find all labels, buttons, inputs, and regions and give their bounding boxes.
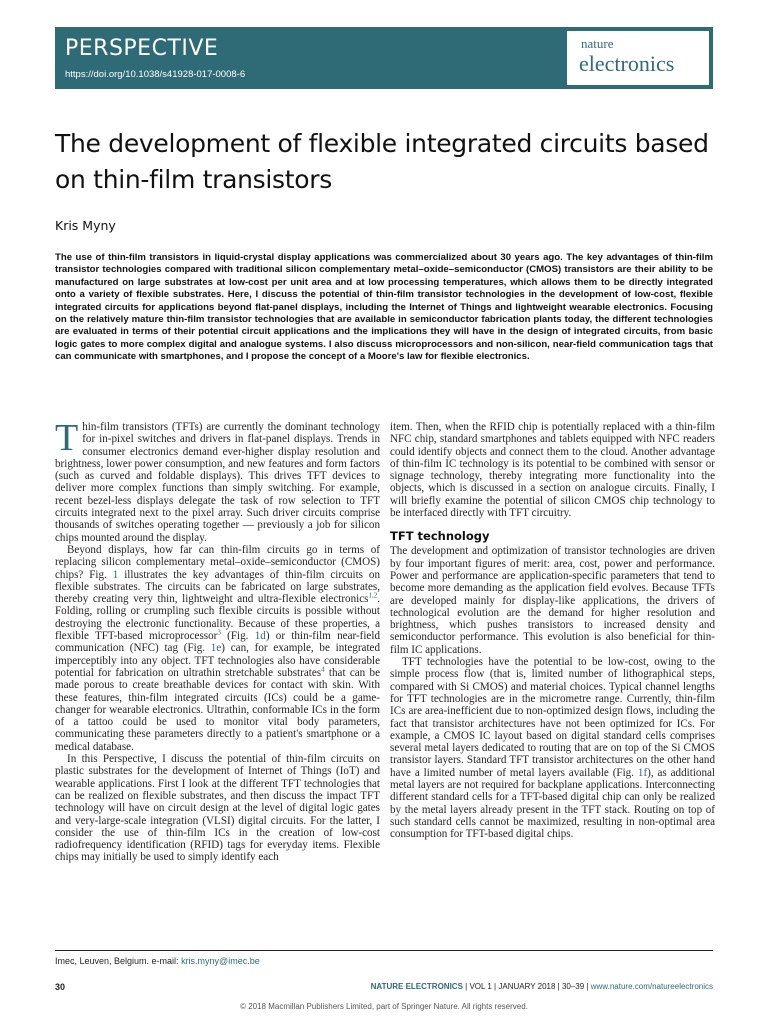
journal-logo-nature: nature: [581, 36, 614, 51]
text-run: ) can, for example, be integrated imperceptibly into any object. TFT technologies also have considerable potential for fabrication on ultrathin stretchable substrates: [55, 642, 380, 679]
text-run: illustrates the key advantages of thin-film circuits on flexible substrates. The circuits can be fabricated on large substrates, thereby creating very thin, lightweight and ultra-flexible electronics: [55, 568, 381, 606]
body-column-right: [390, 421, 715, 841]
text-run: ) or thin-film near-field communication (NFC) tag (Fig.: [55, 630, 380, 655]
journal-logo-electronics: electronics: [579, 51, 675, 76]
citation-link[interactable]: 3: [217, 628, 221, 637]
paragraph-displays: [55, 544, 380, 753]
journal-logo: [567, 31, 709, 85]
footer-divider: [55, 950, 713, 951]
text-run: that can be made porous to create breathable devices for contact with skin. With these features, thin-film integrated circuits (ICs) could be a game-changer for wearable electronics. Ultrathin, conformable ICs in the form of a tattoo could be used to monitor vital body parameters, communicating these parameters directly to a patient's smartphone or a medical database.: [55, 666, 380, 753]
paragraph-tft-1: The development and optimization of transistor technologies are driven by four important figures of merit: area, cost, power and performance. Power and performance are application-specific parameters that tend to become more demanding as the application field evolves. Because TFTs are developed mainly for display-like applications, the drivers of technological evolution are the demand for higher resolution and brightness, which pushes transistors to increased density and semiconductor performance. This evolution is also beneficial for thin-film IC applications.: [390, 545, 715, 656]
body-column-left: [55, 417, 381, 864]
affiliation: [55, 956, 260, 966]
figure-ref-link[interactable]: 1e: [210, 642, 222, 655]
email-link[interactable]: kris.myny@imec.be: [181, 956, 260, 966]
figure-ref-link[interactable]: 1: [112, 568, 119, 581]
citation-link[interactable]: 1,2: [368, 591, 378, 600]
journal-name: NATURE ELECTRONICS: [370, 982, 463, 991]
text-run: ), as additional metal layers are not required for backplane applications. Interconnecting different standard cells for a TFT-based digital chip can only be realized by the metal layers already present in the TFT stack. Routing on top of such standard cells cannot be maximized, resulting in non-optimal area consumption for TFT-based digital chips.: [390, 766, 715, 841]
issue-info: | VOL 1 | JANUARY 2018 | 30–39 |: [462, 982, 591, 991]
section-heading: TFT technology: [390, 529, 490, 544]
affiliation-text: Imec, Leuven, Belgium. e-mail:: [55, 956, 182, 966]
citation-link[interactable]: 4: [321, 665, 325, 674]
author-name: Kris Myny: [55, 218, 116, 233]
figure-ref-link[interactable]: 1d: [254, 630, 266, 643]
paragraph-continued: item. Then, when the RFID chip is potentially replaced with a thin-film NFC chip, standard smartphones and tablets equipped with NFC readers could identify objects and connect them to the cloud. Another advantage of thin-film IC technology is its potential to be combined with sensor or signage technology, thereby integrating more functionality into the objects, which is discussed in a section on analogue circuits. Finally, I will briefly examine the potential of silicon CMOS chip technology to be interfaced directly with TFT circuitry.: [390, 421, 715, 520]
article-title: The development of flexible integrated circuits based on thin-film transistors: [55, 129, 709, 194]
paragraph-intro-text: hin-film transistors (TFTs) are currently the dominant technology for in-pixel switches and drivers in flat-panel displays. Trends in consumer electronics demand ever-higher display resolution and brightness, lower power consumption, and new features and form factors (such as curved and foldable displays). This drives TFT devices to deliver more complex functions than simply switching. For example, recent bezel-less displays delegate the task of row selection to TFT circuits integrated next to the pixel array. Such driver circuits comprise thousands of switches operating together — previously a job for silicon chips mounted around the display.: [55, 421, 380, 544]
paragraph-overview: In this Perspective, I discuss the potential of thin-film circuits on plastic substrates for the development of Internet of Things (IoT) and wearable applications. First I look at the different TFT technologies that can be realized on flexible substrates, and then discuss the impact TFT technology will have on circuit design at the level of digital logic gates and very-large-scale integration (VLSI) digital circuits. For the latter, I consider the use of thin-film ICs in the creation of low-cost radiofrequency identification (RFID) tags for everyday items. Flexible chips may initially be used to simply identify each: [55, 753, 380, 864]
abstract: The use of thin-film transistors in liquid-crystal display applications was commercialized about 30 years ago. The key advantages of thin-film transistor technologies compared with traditional silicon complementary metal–oxide–semiconductor (CMOS) transistors are their ability to be manufactured on large substrates at low-cost per unit area and at low processing temperatures, which allows them to be directly integrated onto a variety of flexible substrates. Here, I discuss the potential of thin-film transistor technologies in the development of low-cost, flexible integrated circuits for applications beyond flat-panel displays, including the Internet of Things and lightweight wearable electronics. Focusing on the relatively mature thin-film transistor technologies that are available in semiconductor fabrication plants today, the different technologies are evaluated in terms of their potential circuit applications and the implications they will have in the design of integrated circuits, from basic logic gates to more complex digital and analogue systems. I also discuss microprocessors and non-silicon, near-field communication tags that can communicate with smartphones, and I propose the concept of a Moore's law for flexible electronics.: [55, 252, 713, 363]
text-run: (Fig.: [220, 630, 255, 643]
doi-link[interactable]: https://doi.org/10.1038/s41928-017-0008-6: [65, 69, 246, 80]
text-run: . Folding, rolling or crumpling such flexible circuits is possible without destroying the electronic functionality. Because of these properties, a flexible TFT-based microprocessor: [55, 593, 380, 643]
figure-ref-link[interactable]: 1f: [637, 766, 648, 779]
journal-citation: [371, 982, 713, 991]
journal-url-link[interactable]: www.nature.com/natureelectronics: [590, 982, 713, 991]
paragraph-intro: [55, 417, 380, 544]
header-bar: [55, 27, 713, 89]
text-run: TFT technologies have the potential to be low-cost, owing to the simple process flow (that is, limited number of lithographical steps, compared with Si CMOS) and material choices. Typical channel lengths for TFT technologies are in the micrometre range. Currently, thin-film ICs are area-inefficient due to non-optimized design flows, including the fact that transistor architectures have not been optimized for ICs. For example, a CMOS IC layout based on digital standard cells comprises several metal layers dedicated to routing that are on top of the Si CMOS transistor layers. Standard TFT transistor architectures on the other hand have a limited number of metal layers available (Fig.: [390, 656, 715, 779]
paragraph-tft-2: [390, 656, 715, 840]
article-type-label: PERSPECTIVE: [65, 36, 219, 61]
text-run: Beyond displays, how far can thin-film circuits go in terms of replacing silicon complementary metal–oxide–semiconductor (CMOS) chips? Fig.: [55, 543, 380, 581]
drop-cap: T: [55, 417, 79, 459]
copyright-notice: © 2018 Macmillan Publishers Limited, part of Springer Nature. All rights reserved.: [240, 1002, 528, 1011]
page-number: 30: [55, 982, 66, 992]
